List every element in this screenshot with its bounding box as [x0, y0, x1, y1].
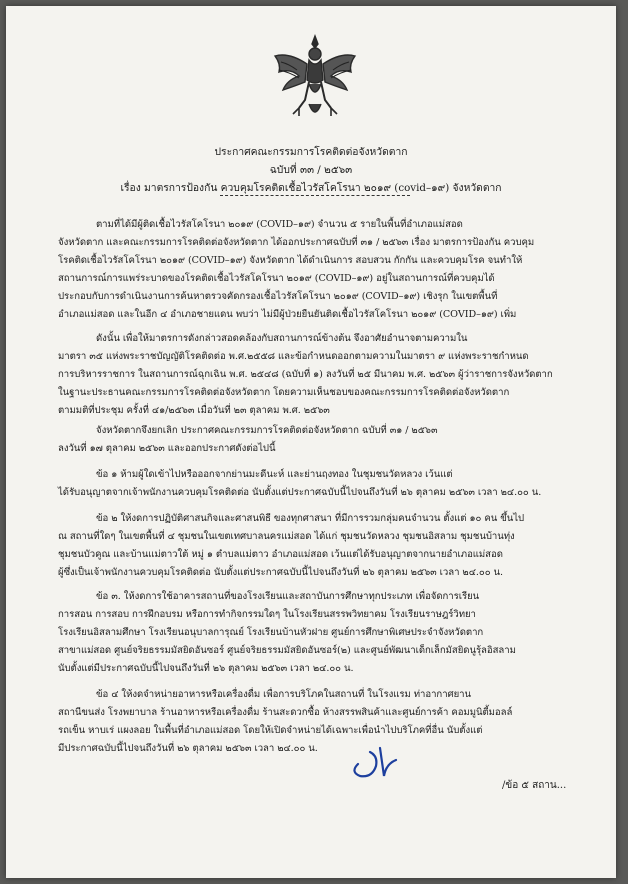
clause-2: ผู้ซึ่งเป็นเจ้าพนักงานควบคุมโรคติดต่อ นับตั้งแต่ประกาศฉบับนี้ไปจนถึงวันที่ ๒๖ ตุลาคม ๒๕๖๓ เวลา ๒๔.๐๐ น.: [58, 567, 504, 578]
subject-line: เรื่อง มาตรการป้องกัน ควบคุมโรคติดเชื้อไวรัสโคโรนา ๒๐๑๙ (covid–๑๙) จังหวัดตาก: [120, 182, 502, 194]
body-line: มาตรา ๓๕ แห่งพระราชบัญญัติโรคติดต่อ พ.ศ.๒๕๕๘ และข้อกำหนดออกตามความในมาตรา ๙ แห่งพระราชกำหนด: [58, 351, 529, 362]
body-line: สถานการณ์การแพร่ระบาดของโรคติดเชื้อไวรัสโคโรนา ๒๐๑๙ (COVID–๑๙) อยู่ในสถานการณ์ที่ควบคุมได้: [58, 273, 495, 284]
garuda-emblem-icon: [269, 34, 361, 122]
clause-2: ณ สถานที่ใดๆ ในเขตพื้นที่ ๔ ชุมชนในเขตเทศบาลนครแม่สอด ได้แก่ ชุมชนวัดหลวง ชุมชนอิสลาม ชุมชนบ้านทุ่ง: [58, 531, 515, 542]
body-line: จังหวัดตาก และคณะกรรมการโรคติดต่อจังหวัดตาก ได้ออกประกาศฉบับที่ ๓๑ / ๒๕๖๓ เรื่อง มาตรการป้องกัน ควบคุม: [58, 237, 535, 248]
clause-1: ได้รับอนุญาตจากเจ้าพนักงานควบคุมโรคติดต่อ นับตั้งแต่ประกาศฉบับนี้ไปจนถึงวันที่ ๒๖ ตุลาคม ๒๕๖๓ เวลา ๒๔.๐๐ น.: [58, 487, 542, 498]
body-line: ตามที่ได้มีผู้ติดเชื้อไวรัสโคโรนา ๒๐๑๙ (COVID–๑๙) จำนวน ๕ รายในพื้นที่อำเภอแม่สอด: [96, 219, 463, 230]
page-continuation: /ข้อ ๕ สถาน...: [502, 780, 567, 791]
clause-2: ข้อ ๒ ให้งดการปฏิบัติศาสนกิจและศาสนพิธี ของทุกศาสนา ที่มีการรวมกลุ่มคนจำนวน ตั้งแต่ ๑๐ คน ขึ้นไป: [96, 513, 525, 524]
body-line: ในฐานะประธานคณะกรรมการโรคติดต่อจังหวัดตาก โดยความเห็นชอบของคณะกรรมการโรคติดต่อจังหวัดตาก: [58, 387, 510, 398]
body-line: โรคติดเชื้อไวรัสโคโรนา ๒๐๑๙ (COVID–๑๙) จังหวัดตาก ได้ดำเนินการ สอบสวน กักกัน และควบคุมโรค จนทำให้: [58, 255, 523, 266]
clause-3: นับตั้งแต่มีประกาศฉบับนี้ไปจนถึงวันที่ ๒๖ ตุลาคม ๒๕๖๓ เวลา ๒๔.๐๐ น.: [58, 663, 354, 674]
signature-mark: [346, 742, 406, 782]
document-page: [6, 6, 616, 878]
clause-4: มีประกาศฉบับนี้ไปจนถึงวันที่ ๒๖ ตุลาคม ๒๕๖๓ เวลา ๒๔.๐๐ น.: [58, 743, 318, 754]
clause-4: ข้อ ๔ ให้งดจำหน่ายอาหารหรือเครื่องดื่ม เพื่อการบริโภคในสถานที่ ในโรงแรม ท่าอากาศยาน: [96, 689, 471, 700]
announcement-title: ประกาศคณะกรรมการโรคติดต่อจังหวัดตาก: [214, 146, 408, 158]
body-line: ประกอบกับการดำเนินงานการค้นหาตรวจคัดกรองเชื้อไวรัสโคโรนา ๒๐๑๙ (COVID–๑๙) เชิงรุก ในเขตพื้นที่: [58, 291, 498, 302]
body-line: ดังนั้น เพื่อให้มาตรการดังกล่าวสอดคล้องกับสถานการณ์ข้างต้น จึงอาศัยอำนาจตามความใน: [96, 333, 468, 344]
body-line: จังหวัดตากจึงยกเลิก ประกาศคณะกรรมการโรคติดต่อจังหวัดตาก ฉบับที่ ๓๑ / ๒๕๖๓: [96, 425, 438, 436]
body-line: อำเภอแม่สอด และในอีก ๔ อำเภอชายแดน พบว่า ไม่มีผู้ป่วยยืนยันติดเชื้อไวรัสโคโรนา ๒๐๑๙ (COVID–๑๙) เพิ่ม: [58, 309, 517, 320]
clause-3: โรงเรียนอิสลามศึกษา โรงเรียนอนุบาลการุณย์ โรงเรียนบ้านหัวฝาย ศูนย์การศึกษาพิเศษประจำจังหวัดตาก: [58, 627, 484, 638]
body-line: ตามมติที่ประชุม ครั้งที่ ๔๑/๒๕๖๓ เมื่อวันที่ ๒๓ ตุลาคม พ.ศ. ๒๕๖๓: [58, 405, 330, 416]
clause-3: การสอน การสอบ การฝึกอบรม หรือการทำกิจกรรมใดๆ ในโรงเรียนสรรพวิทยาคม โรงเรียนราษฎร์วิทยา: [58, 609, 476, 620]
clause-3: ข้อ ๓. ให้งดการใช้อาคารสถานที่ของโรงเรียนและสถาบันการศึกษาทุกประเภท เพื่อจัดการเรียน: [96, 591, 480, 602]
clause-1: ข้อ ๑ ห้ามผู้ใดเข้าไปหรือออกจากย่านมะดีนะห์ และย่านฤงทอง ในชุมชนวัดหลวง เว้นแต่: [96, 469, 453, 480]
body-line: ลงวันที่ ๑๗ ตุลาคม ๒๕๖๓ และออกประกาศดังต่อไปนี้: [58, 443, 276, 454]
header-divider: [220, 195, 410, 196]
issue-number: ฉบับที่ ๓๓ / ๒๕๖๓: [269, 164, 353, 176]
clause-4: รถเข็น หาบเร่ แผงลอย ในพื้นที่อำเภอแม่สอด โดยให้เปิดจำหน่ายได้เฉพาะเพื่อนำไปบริโภคที่อื่น นับตั้งแต่: [58, 725, 483, 736]
clause-2: ชุมชนบัวคูณ และบ้านแม่ตาวใต้ หมู่ ๑ ตำบลแม่ตาว อำเภอแม่สอด เว้นแต่ได้รับอนุญาตจากนายอำเภอแม่สอด: [58, 549, 503, 560]
clause-3: สาขาแม่สอด ศูนย์จริยธรรมมัสยิดอันซอร์ ศูนย์จริยธรรมมัสยิดอันซอร์(๒) และศูนย์พัฒนาเด็กเล็กมัสยิดนูรุ้ลอิสลาม: [58, 645, 516, 656]
clause-4: สถานีขนส่ง โรงพยาบาล ร้านอาหารหรือเครื่องดื่ม ร้านสะดวกซื้อ ห้างสรรพสินค้าและศูนย์การค้า คอมมูนิตี้มอลล์: [58, 707, 513, 718]
body-line: การบริหารราชการ ในสถานการณ์ฉุกเฉิน พ.ศ. ๒๕๔๘ (ฉบับที่ ๑) ลงวันที่ ๒๕ มีนาคม พ.ศ. ๒๕๖๓ ผู้ว่าราชการจังหวัดตาก: [58, 369, 553, 380]
